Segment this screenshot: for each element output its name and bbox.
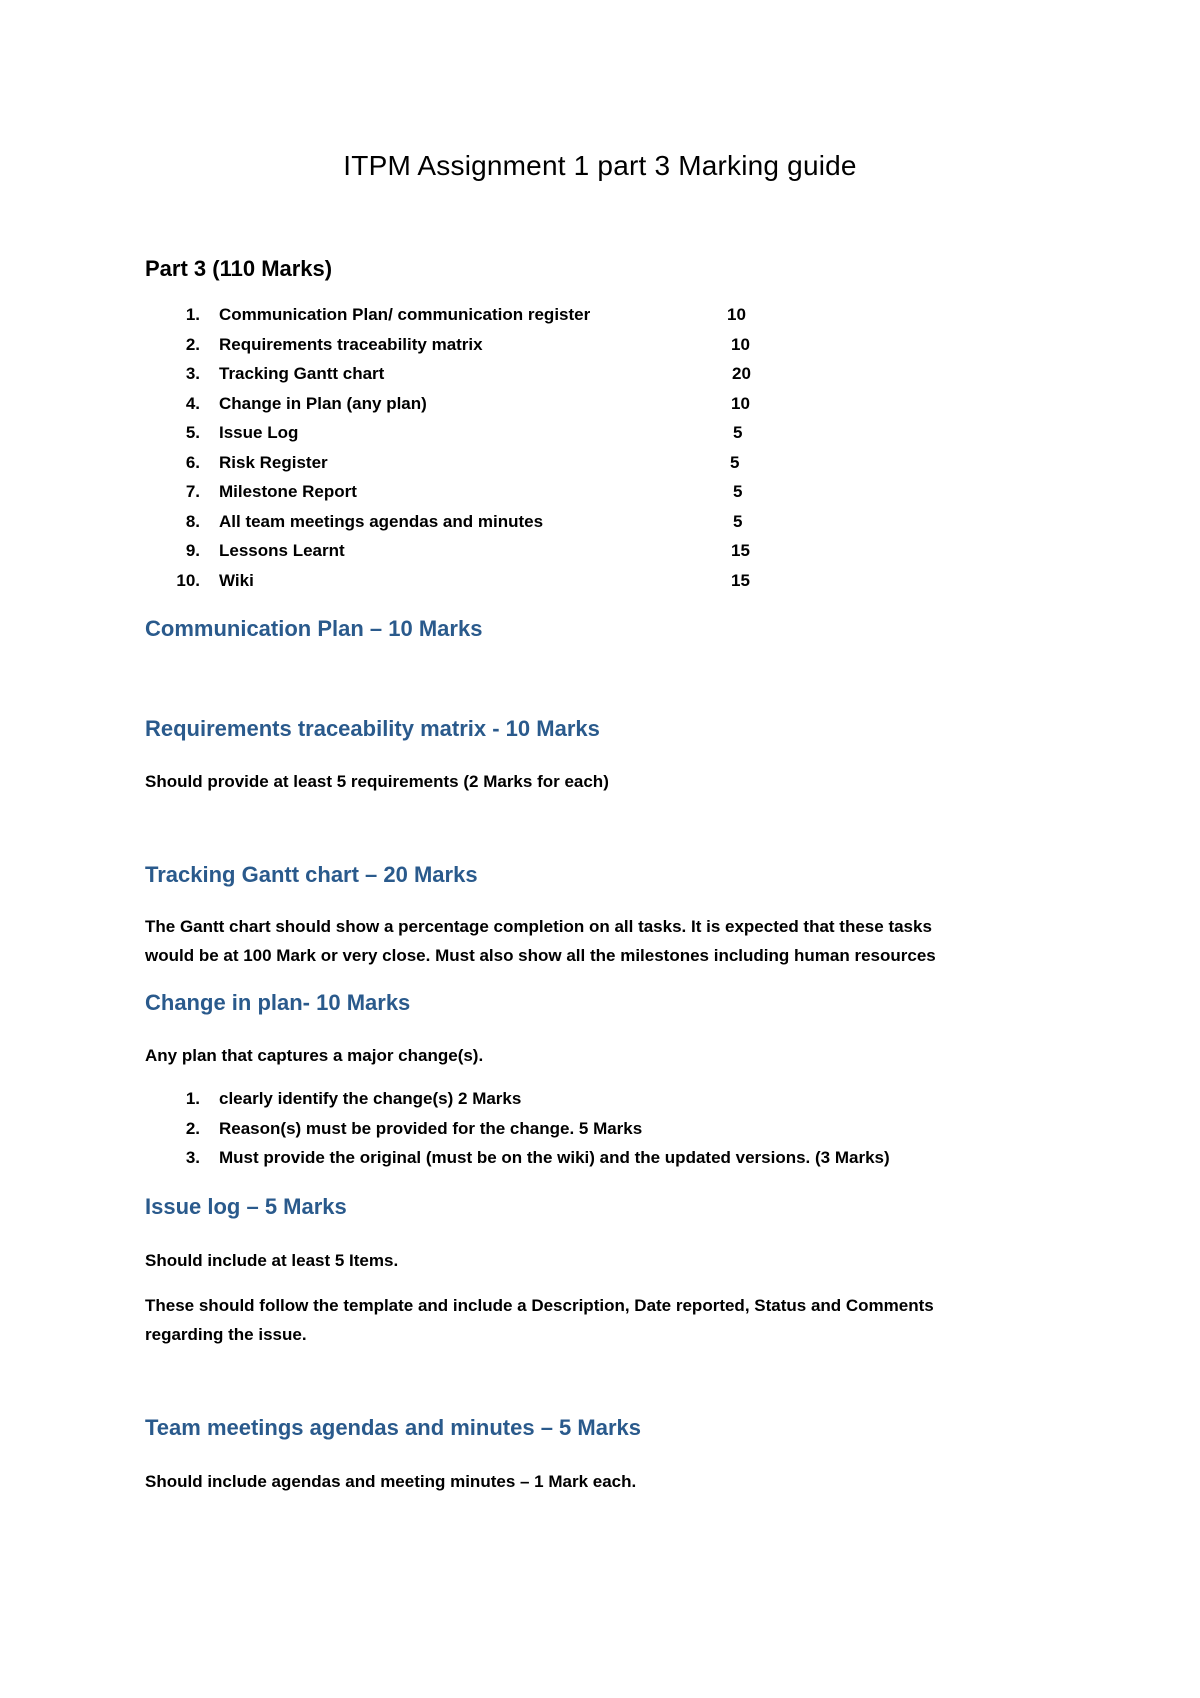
- marks-list: [0, 305, 1200, 600]
- list-item-number: 10.: [176, 570, 200, 590]
- issue-log-template-line-2: regarding the issue.: [145, 1325, 307, 1344]
- list-item-number: 1.: [185, 305, 200, 324]
- list-item: [0, 1089, 1200, 1119]
- team-meetings-text: Should include agendas and meeting minutes – 1 Mark each.: [145, 1472, 637, 1491]
- list-item-label: Communication Plan/ communication register: [219, 305, 591, 324]
- list-item-label: Requirements traceability matrix: [219, 334, 483, 354]
- list-item: [0, 305, 1200, 335]
- issue-log-template-line-1: These should follow the template and include a Description, Date reported, Status and Comments: [145, 1296, 934, 1315]
- list-item: [0, 482, 1200, 512]
- list-item-label: Reason(s) must be provided for the change. 5 Marks: [219, 1118, 643, 1138]
- list-item: [0, 1119, 1200, 1149]
- list-item-marks: 20: [732, 364, 751, 383]
- team-meetings-heading: Team meetings agendas and minutes – 5 Marks: [145, 1415, 641, 1440]
- list-item-marks: 5: [733, 423, 743, 442]
- list-item: [0, 541, 1200, 571]
- list-item-marks: 10: [727, 305, 746, 324]
- list-item-label: All team meetings agendas and minutes: [219, 511, 544, 531]
- list-item: [0, 453, 1200, 483]
- list-item-marks: 15: [731, 570, 750, 590]
- change-in-plan-heading: Change in plan- 10 Marks: [145, 990, 411, 1015]
- change-in-plan-list: [0, 1089, 1200, 1178]
- list-item-marks: 10: [731, 393, 750, 413]
- list-item-marks: 15: [731, 541, 750, 560]
- list-item-number: 6.: [185, 452, 200, 472]
- list-item-label: Issue Log: [219, 423, 299, 442]
- document-title: ITPM Assignment 1 part 3 Marking guide: [343, 150, 857, 181]
- list-item-label: Milestone Report: [219, 482, 357, 501]
- issue-log-text: Should include at least 5 Items.: [145, 1251, 399, 1270]
- list-item-label: Must provide the original (must be on the wiki) and the updated versions. (3 Marks): [219, 1148, 890, 1167]
- list-item-label: clearly identify the change(s) 2 Marks: [219, 1089, 522, 1108]
- list-item-marks: 10: [731, 334, 750, 354]
- list-item: [0, 1148, 1200, 1178]
- list-item-number: 9.: [185, 541, 200, 560]
- list-item: [0, 394, 1200, 424]
- list-item: [0, 571, 1200, 601]
- list-item: [0, 423, 1200, 453]
- list-item-number: 3.: [185, 364, 200, 383]
- list-item: [0, 364, 1200, 394]
- list-item-marks: 5: [730, 452, 740, 472]
- list-item-marks: 5: [733, 482, 743, 501]
- requirements-heading: Requirements traceability matrix - 10 Marks: [145, 716, 600, 741]
- issue-log-heading: Issue log – 5 Marks: [145, 1194, 347, 1219]
- list-item-number: 3.: [185, 1148, 200, 1167]
- list-item-number: 2.: [185, 334, 200, 354]
- requirements-text: Should provide at least 5 requirements (2 Marks for each): [145, 772, 609, 791]
- list-item-number: 2.: [185, 1118, 200, 1138]
- list-item-number: 8.: [185, 511, 200, 531]
- list-item-number: 4.: [185, 393, 200, 413]
- list-item-label: Lessons Learnt: [219, 541, 345, 560]
- list-item-number: 7.: [185, 482, 200, 501]
- list-item-label: Wiki: [219, 570, 254, 590]
- list-item: [0, 512, 1200, 542]
- list-item-label: Risk Register: [219, 452, 328, 472]
- change-in-plan-text: Any plan that captures a major change(s).: [145, 1046, 484, 1065]
- list-item-marks: 5: [733, 511, 743, 531]
- list-item-number: 5.: [185, 423, 200, 442]
- list-item-label: Tracking Gantt chart: [219, 364, 385, 383]
- communication-plan-heading: Communication Plan – 10 Marks: [145, 616, 483, 641]
- part-title: Part 3 (110 Marks): [145, 256, 333, 281]
- list-item: [0, 335, 1200, 365]
- list-item-label: Change in Plan (any plan): [219, 393, 427, 413]
- list-item-number: 1.: [185, 1089, 200, 1108]
- gantt-heading: Tracking Gantt chart – 20 Marks: [145, 862, 478, 887]
- gantt-text-line-1: The Gantt chart should show a percentage completion on all tasks. It is expected that these tasks: [145, 917, 932, 936]
- gantt-text-line-2: would be at 100 Mark or very close. Must also show all the milestones including human resources: [145, 946, 936, 965]
